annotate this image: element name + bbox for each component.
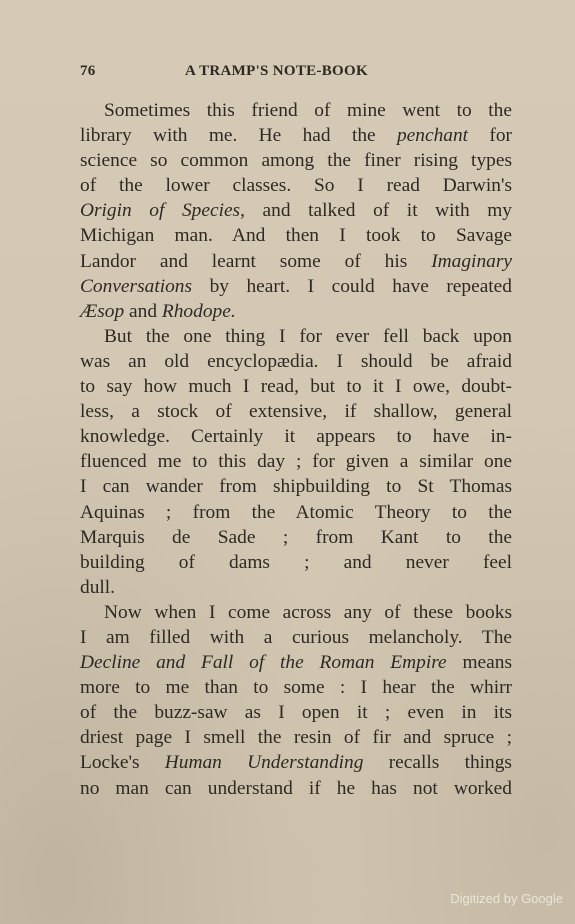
- digitization-watermark: Digitized by Google: [450, 891, 563, 906]
- page-header: [80, 63, 512, 87]
- text-run: and talked of it with my: [244, 200, 512, 222]
- text-line: [80, 349, 512, 374]
- text-line: [80, 198, 512, 223]
- text-line: [80, 575, 512, 600]
- text-run: library with me. He had the: [80, 125, 397, 147]
- italic-text: Conversations: [80, 275, 193, 297]
- text-run: knowledge. Certainly it appears to have in-: [80, 426, 512, 448]
- text-run: dull.: [80, 576, 116, 598]
- text-run: of the buzz-saw as I open it ; even in its: [80, 702, 512, 724]
- text-line: [80, 249, 512, 274]
- text-line: [80, 274, 512, 299]
- text-run: was an old encyclopædia. I should be afraid: [80, 350, 512, 372]
- text-run: Locke's: [80, 752, 165, 774]
- text-run: Michigan man. And then I took to Savage: [80, 225, 512, 247]
- text-run: by heart. I could have repeated: [192, 275, 512, 297]
- italic-text: Human Understanding: [164, 752, 364, 774]
- text-run: science so common among the finer rising types: [80, 150, 512, 172]
- text-line: [80, 550, 512, 575]
- text-run: Now when I come across any of these books: [104, 601, 512, 623]
- text-line: [80, 223, 512, 248]
- text-line: [80, 474, 512, 499]
- italic-text: penchant: [396, 125, 469, 147]
- text-run: I am filled with a curious melancholy. The: [80, 626, 512, 648]
- text-run: Marquis de Sade ; from Kant to the: [80, 526, 512, 548]
- italic-text: Æsop: [80, 300, 125, 322]
- italic-text: Decline and Fall of the Roman Empire: [80, 652, 447, 674]
- text-line: [80, 399, 512, 424]
- running-head: A TRAMP'S NOTE-BOOK: [185, 63, 368, 79]
- text-line: [80, 725, 512, 750]
- text-line: [80, 625, 512, 650]
- text-run: more to me than to some : I hear the whirr: [80, 677, 512, 699]
- text-run: to say how much I read, but to it I owe, doubt-: [80, 376, 512, 398]
- page-number: 76: [80, 63, 96, 79]
- text-line: [80, 776, 512, 801]
- text-line: [80, 299, 512, 324]
- text-run: fluenced me to this day ; for given a similar one: [80, 451, 512, 473]
- italic-text: Imaginary: [431, 250, 512, 272]
- text-line: [80, 650, 512, 675]
- italic-text: Rhodope.: [161, 300, 236, 322]
- text-run: of the lower classes. So I read Darwin's: [80, 175, 512, 197]
- text-line: [80, 675, 512, 700]
- text-line: [80, 374, 512, 399]
- text-run: means: [446, 652, 512, 674]
- text-line: [80, 173, 512, 198]
- italic-text: Origin of Species,: [80, 200, 245, 222]
- text-line: [80, 750, 512, 775]
- text-run: no man can understand if he has not worked: [80, 777, 512, 799]
- text-run: Landor and learnt some of his: [80, 250, 432, 272]
- text-line: [80, 600, 512, 625]
- text-line: [80, 449, 512, 474]
- text-run: for: [468, 125, 512, 147]
- text-run: Sometimes this friend of mine went to the: [104, 100, 512, 121]
- text-line: [80, 500, 512, 525]
- body-text: [80, 98, 512, 801]
- text-line: [80, 424, 512, 449]
- text-line: [80, 700, 512, 725]
- text-run: driest page I smell the resin of fir and spruce ;: [80, 727, 512, 749]
- text-run: less, a stock of extensive, if shallow, general: [80, 401, 512, 423]
- text-line: [80, 98, 512, 123]
- text-run: I can wander from shipbuilding to St Thomas: [80, 476, 512, 498]
- text-run: But the one thing I for ever fell back upon: [104, 325, 512, 347]
- text-line: [80, 525, 512, 550]
- text-line: [80, 324, 512, 349]
- text-run: building of dams ; and never feel: [80, 551, 512, 573]
- text-run: Aquinas ; from the Atomic Theory to the: [80, 501, 512, 523]
- text-line: [80, 148, 512, 173]
- text-run: recalls things: [363, 752, 512, 774]
- text-line: [80, 123, 512, 148]
- text-run: and: [124, 300, 162, 322]
